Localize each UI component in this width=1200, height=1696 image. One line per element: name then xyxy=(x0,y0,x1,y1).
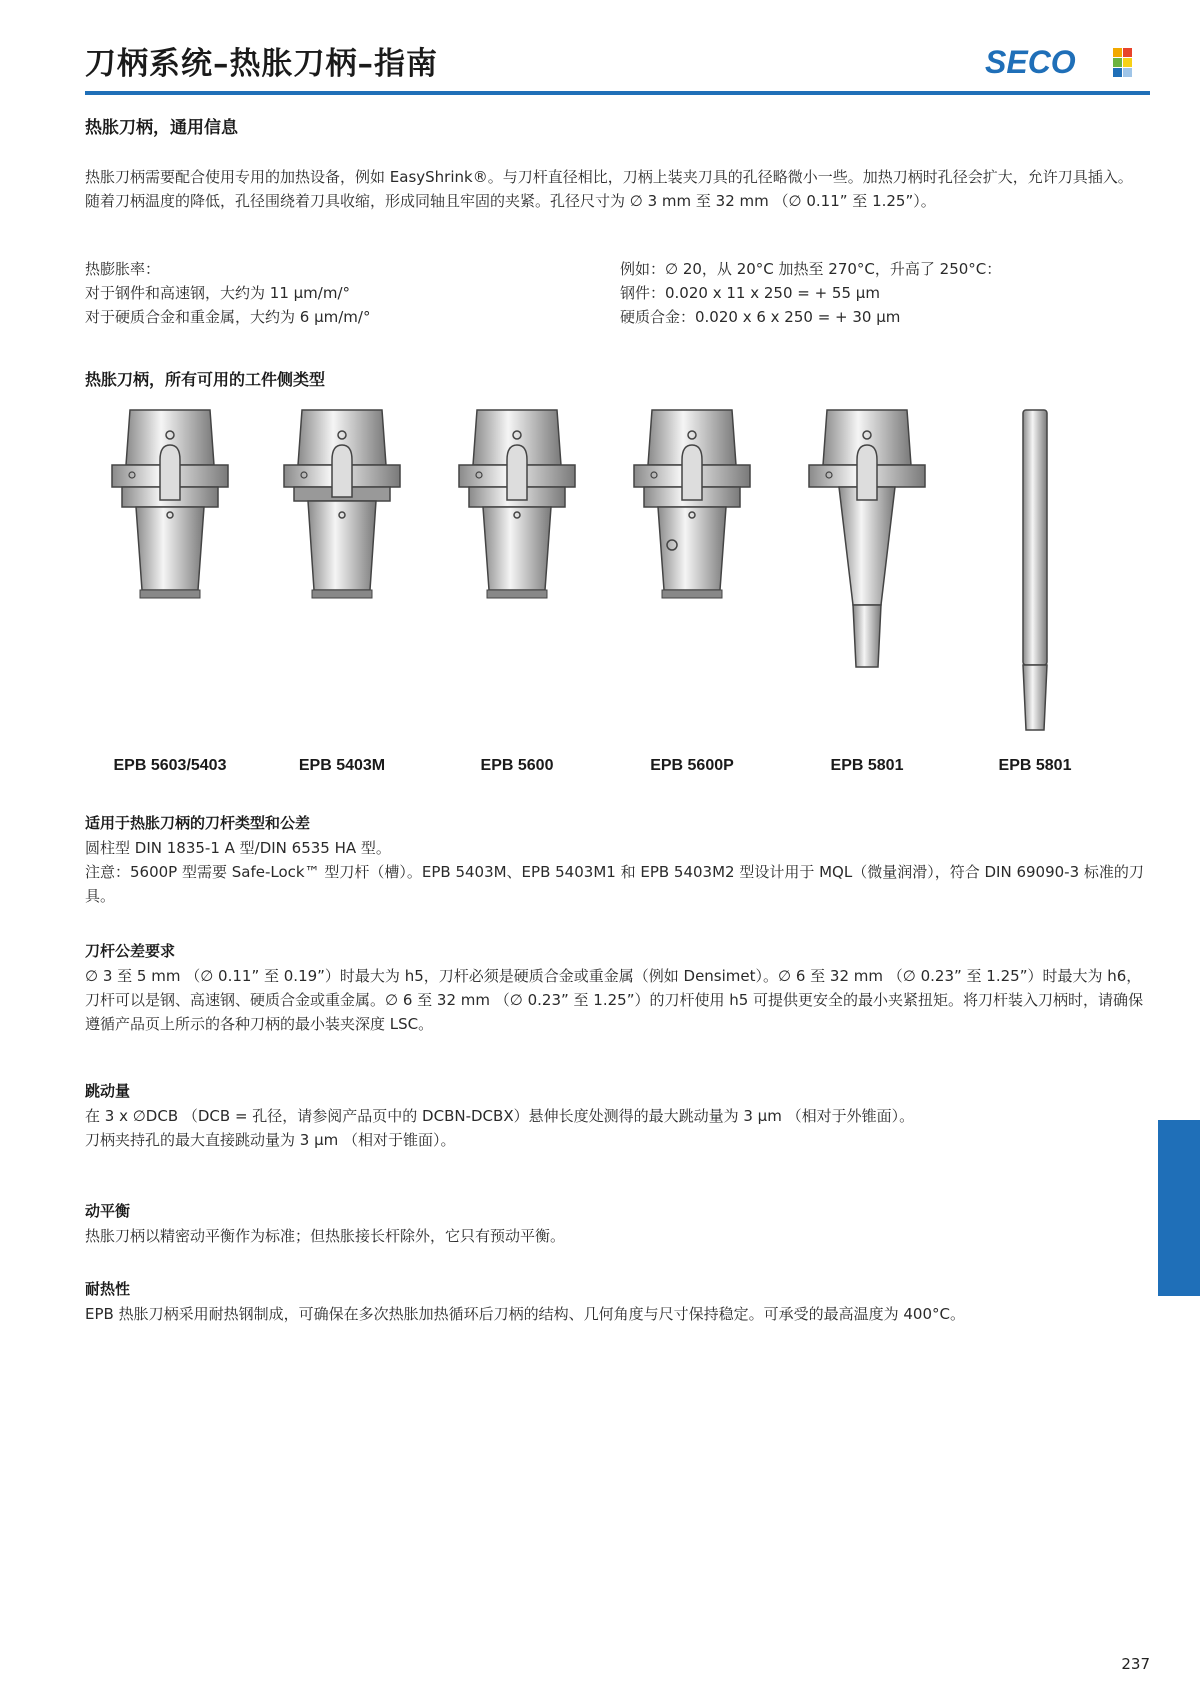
shank-note: 注意：5600P 型需要 Safe-Lock™ 型刀杆（槽）。EPB 5403M、EPB 5403M1 和 EPB 5403M2 型设计用于 MQL（微量润滑），符合 DIN 69090-3 标准的刀具。 xyxy=(85,863,1144,905)
seco-logo xyxy=(985,44,1145,80)
holder-label: EPB 5600P xyxy=(650,757,734,774)
expansion-left-line: 对于钢件和高速钢，大约为 11 µm/m/° xyxy=(85,284,350,302)
holder-label: EPB 5600 xyxy=(480,757,554,774)
balance-paragraph: 热胀刀柄以精密动平衡作为标准；但热胀接长杆除外，它只有预动平衡。 xyxy=(85,1227,566,1245)
heat-paragraph: EPB 热胀刀柄采用耐热钢制成，可确保在多次热胀加热循环后刀柄的结构、几何角度与尺寸保持稳定。可承受的最高温度为 400°C。 xyxy=(85,1305,965,1323)
holder-label: EPB 5801 xyxy=(998,757,1072,774)
page-number: 237 xyxy=(1121,1655,1150,1673)
general-heading: 热胀刀柄，通用信息 xyxy=(85,118,238,138)
shrink-holder-safelock-icon xyxy=(632,405,752,605)
chapter-tab xyxy=(1158,1120,1200,1296)
expansion-left-line: 热膨胀率： xyxy=(85,260,161,278)
tolerance-paragraph: ∅ 3 至 5 mm （∅ 0.11” 至 0.19”）时最大为 h5，刀杆必须是硬质合金或重金属（例如 Densimet）。∅ 6 至 32 mm （∅ 0.23” 至 1.25”）时最大为 h6，刀杆可以是钢、高速钢、硬质合金或重金属。∅ 6 至 32 mm （∅ 0.23” 至 1.25”）的刀杆使用 h5 可提供更安全的最小夹紧扭矩。将刀杆装入刀柄时，请确保遵循产品页上所示的各种刀柄的最小装夹深度 LSC。 xyxy=(85,967,1144,1033)
expansion-right-line: 硬质合金：0.020 x 6 x 250 = + 30 µm xyxy=(620,308,901,326)
shrink-holder-mql-icon xyxy=(282,405,402,605)
holder-gallery xyxy=(85,405,1150,774)
types-heading: 热胀刀柄，所有可用的工件侧类型 xyxy=(85,370,326,389)
holder-label: EPB 5403M xyxy=(298,757,386,774)
expansion-left-line: 对于硬质合金和重金属，大约为 6 µm/m/° xyxy=(85,308,371,326)
shrink-holder-standard-icon xyxy=(457,405,577,605)
shank-line: 圆柱型 DIN 1835-1 A 型/DIN 6535 HA 型。 xyxy=(85,839,391,857)
svg-text:SECO: SECO xyxy=(985,44,1076,80)
holder-label: EPB 5801 xyxy=(830,757,904,774)
runout-line: 刀柄夹持孔的最大直接跳动量为 3 µm （相对于锥面）。 xyxy=(85,1131,456,1149)
tolerance-heading: 刀杆公差要求 xyxy=(85,942,176,960)
expansion-right-line: 例如：∅ 20，从 20°C 加热至 270°C，升高了 250°C： xyxy=(620,260,1002,278)
runout-line: 在 3 x ∅DCB （DCB = 孔径，请参阅产品页中的 DCBN-DCBX）悬伸长度处测得的最大跳动量为 3 µm （相对于外锥面）。 xyxy=(85,1107,915,1125)
heat-heading: 耐热性 xyxy=(85,1280,131,1298)
holder-label: EPB 5603/5403 xyxy=(113,757,227,774)
runout-heading: 跳动量 xyxy=(85,1082,131,1100)
balance-heading: 动平衡 xyxy=(85,1202,131,1220)
shank-heading: 适用于热胀刀柄的刀杆类型和公差 xyxy=(85,814,311,832)
shrink-extension-icon xyxy=(1005,405,1065,735)
expansion-left xyxy=(85,257,605,329)
page-title: 刀柄系统–热胀刀柄–指南 xyxy=(85,46,438,82)
expansion-right xyxy=(620,257,1001,329)
shrink-holder-slim-icon xyxy=(807,405,927,675)
shrink-holder-standard-icon xyxy=(110,405,230,605)
general-paragraph: 热胀刀柄需要配合使用专用的加热设备，例如 EasyShrink®。与刀杆直径相比，刀柄上装夹刀具的孔径略微小一些。加热刀柄时孔径会扩大，允许刀具插入。随着刀柄温度的降低，孔径围绕着刀具收缩，形成同轴且牢固的夹紧。孔径尺寸为 ∅ 3 mm 至 32 mm （∅ 0.11” 至 1.25”）。 xyxy=(85,168,1133,210)
expansion-right-line: 钢件：0.020 x 11 x 250 = + 55 µm xyxy=(620,284,880,302)
header-divider xyxy=(85,91,1150,95)
